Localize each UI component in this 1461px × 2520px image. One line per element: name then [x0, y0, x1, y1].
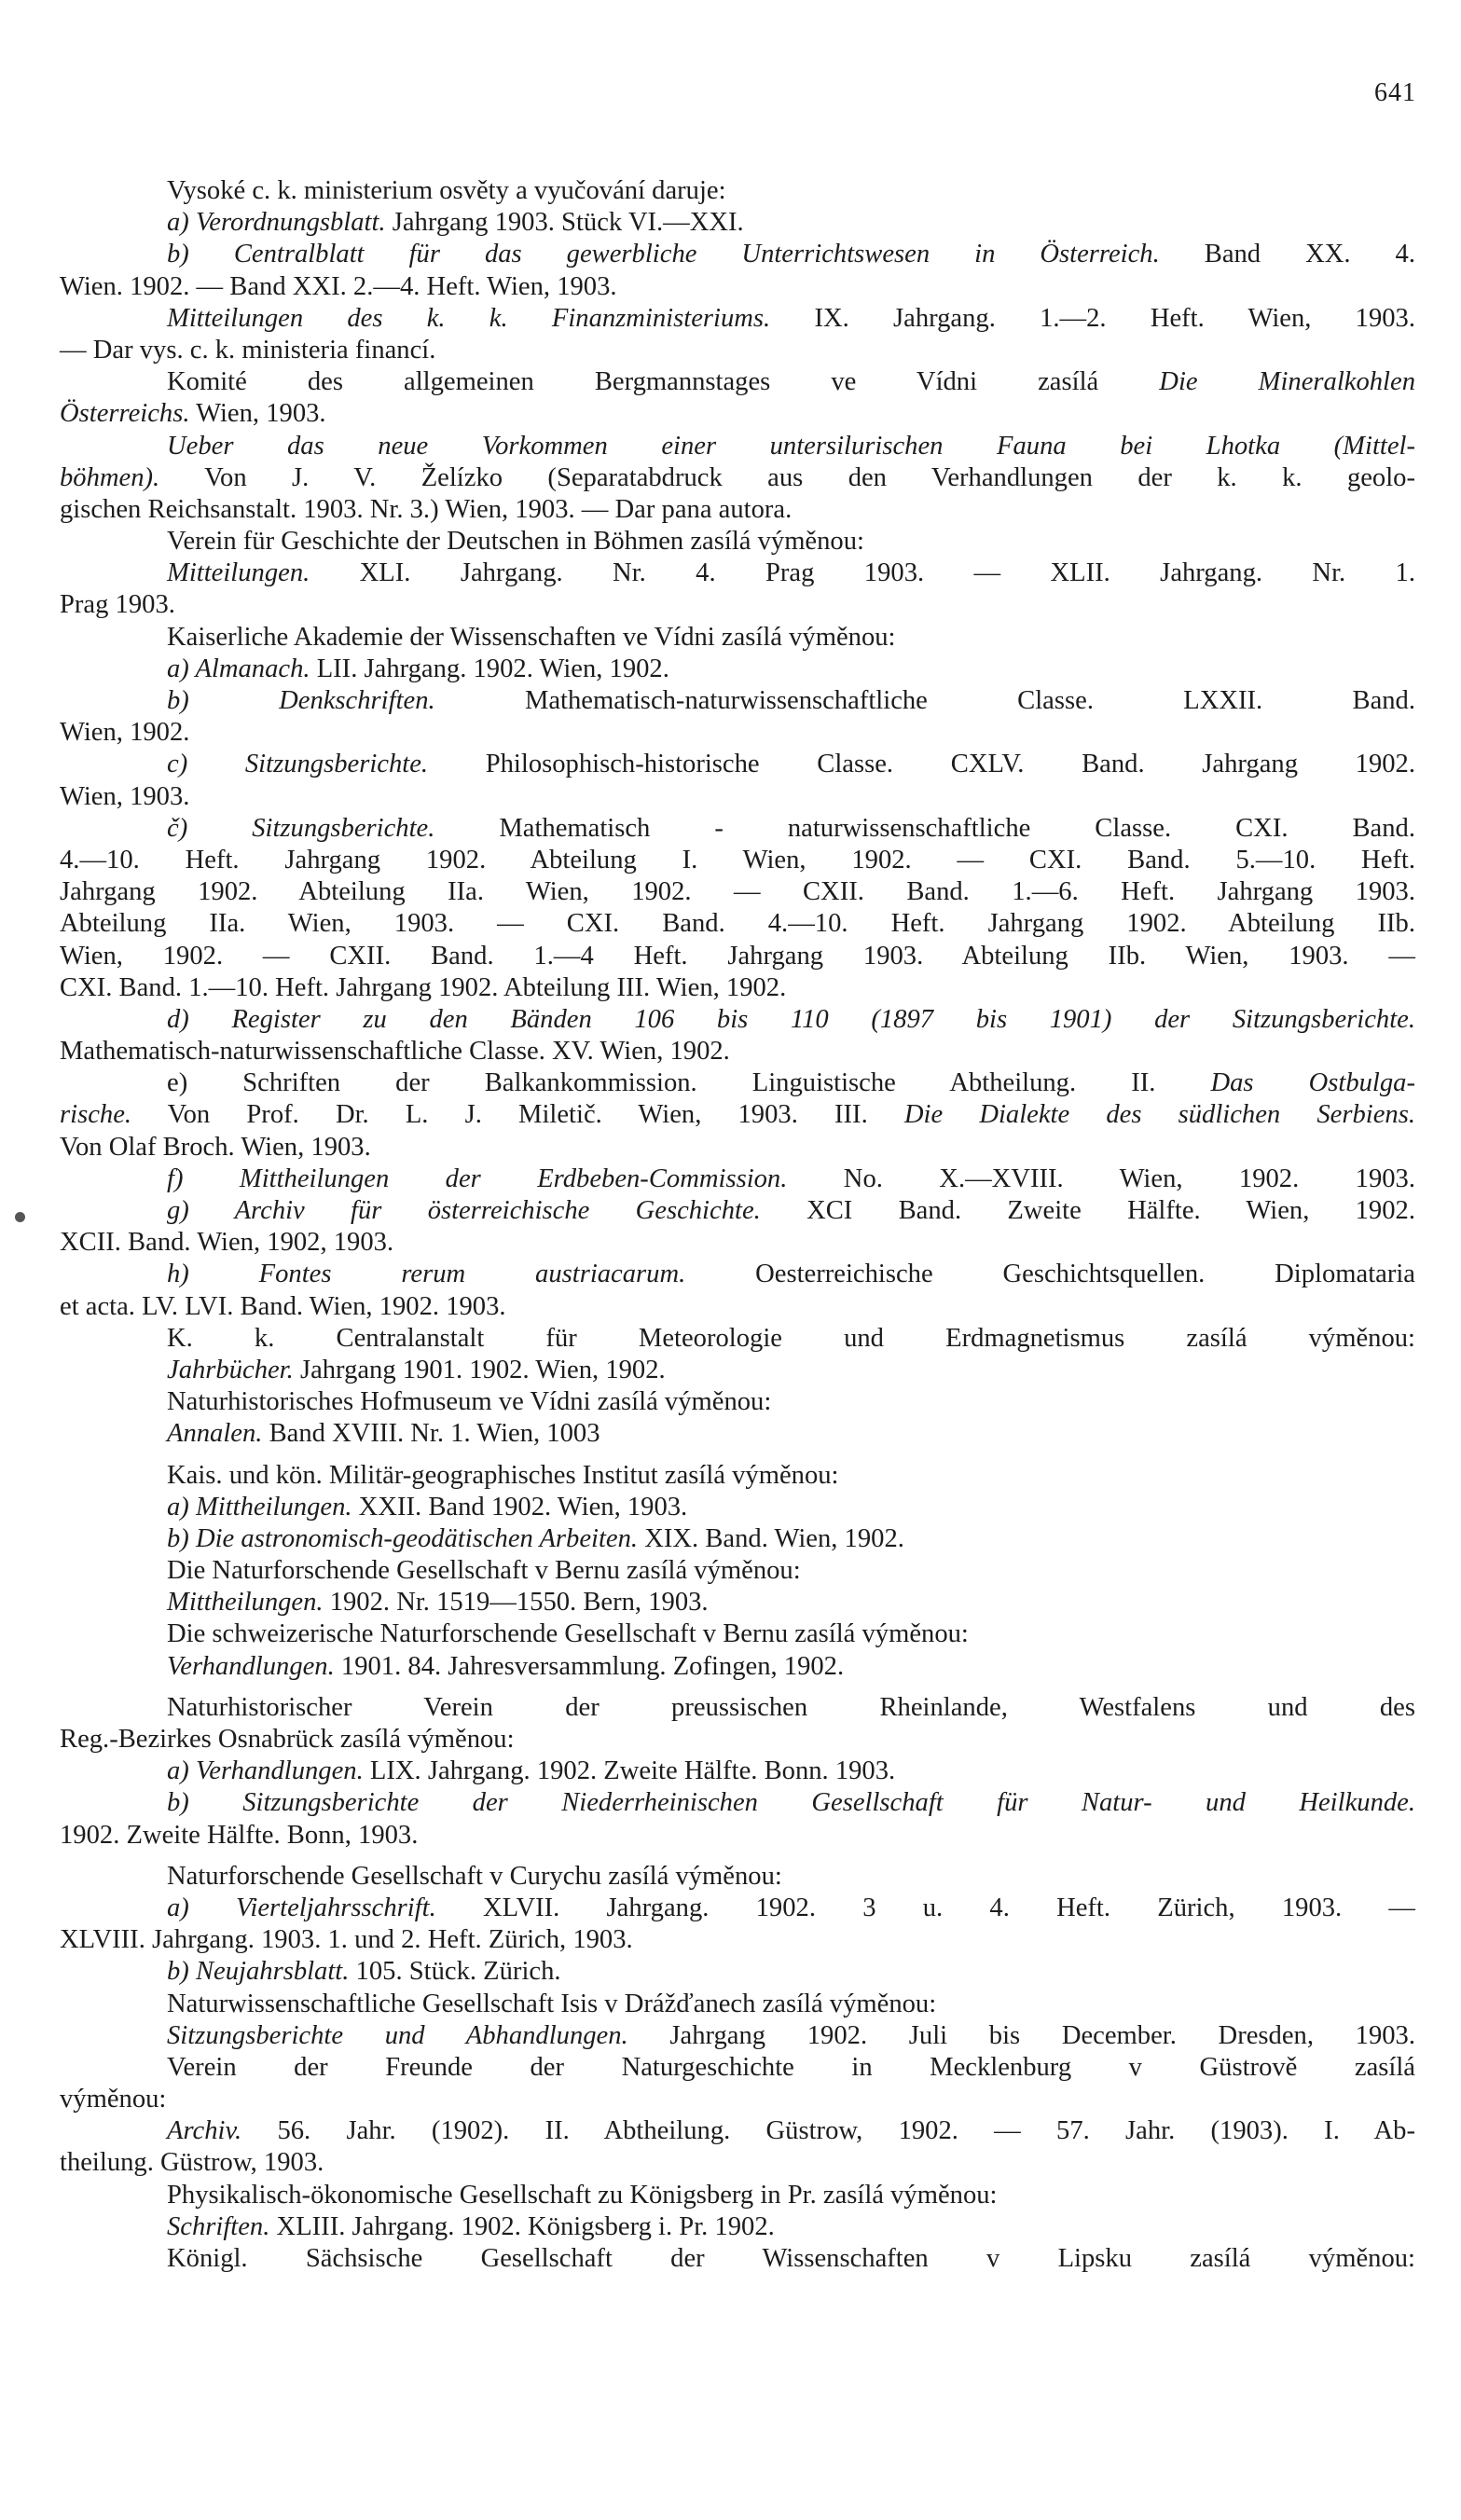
- text-line: [60, 1291, 1415, 1323]
- text-segment: 56. Jahr. (1902). II. Abtheilung. Güstrow, 1902. — 57. Jahr. (1903). I. Ab-: [241, 2116, 1415, 2146]
- text-line: [60, 845, 1415, 876]
- text-segment: Jahrgang 1902. Juli bis December. Dresden, 1903.: [627, 2020, 1415, 2050]
- text-line: [60, 876, 1415, 908]
- page-number: 641: [1374, 78, 1416, 107]
- italic-title-text: böhmen).: [60, 462, 160, 492]
- text-line: [60, 2084, 1415, 2115]
- text-segment: Von J. V. Želízko (Separatabdruck aus den Verhandlungen der k. k. geolo-: [159, 462, 1415, 492]
- text-segment: Naturforschende Gesellschaft v Curychu zasílá výměnou:: [167, 1861, 782, 1891]
- italic-title-text: Verhandlungen.: [167, 1651, 335, 1681]
- text-line: [60, 1555, 1415, 1587]
- italic-title-text: f) Mittheilungen der Erdbeben-Commission.: [167, 1164, 788, 1193]
- text-line: [60, 366, 1415, 398]
- text-line: [60, 1724, 1415, 1756]
- italic-title-text: Das Ostbulga-: [1210, 1068, 1415, 1098]
- text-segment: 4.—10. Heft. Jahrgang 1902. Abteilung I. Wien, 1902. — CXI. Band. 5.—10. Heft.: [60, 845, 1415, 874]
- text-line: [60, 1036, 1415, 1067]
- text-segment: XCII. Band. Wien, 1902, 1903.: [60, 1228, 394, 1258]
- text-line: [60, 589, 1415, 621]
- italic-title-text: a) Verordnungsblatt.: [167, 208, 386, 238]
- text-line: [60, 303, 1415, 335]
- text-line: [60, 207, 1415, 239]
- italic-title-text: Ueber das neue Vorkommen einer untersilurischen Fauna bei Lhotka (Mittel-: [167, 431, 1415, 461]
- text-segment: Die schweizerische Naturforschende Gesellschaft v Bernu zasílá výměnou:: [167, 1619, 969, 1649]
- text-line: [60, 2243, 1415, 2275]
- text-line: [60, 271, 1415, 303]
- text-line: [60, 175, 1415, 207]
- text-line: [60, 1418, 1415, 1450]
- text-line: [60, 2147, 1415, 2179]
- text-segment: výměnou:: [60, 2085, 167, 2114]
- italic-title-text: g) Archiv für österreichische Geschichte.: [167, 1196, 761, 1225]
- text-segment: Königl. Sächsische Gesellschaft der Wissenschaften v Lipsku zasílá výměnou:: [167, 2244, 1415, 2273]
- text-segment: Philosophisch-historische Classe. CXLV. Band. Jahrgang 1902.: [428, 750, 1416, 779]
- text-line: [60, 749, 1415, 780]
- margin-dot-mark: [15, 1212, 25, 1222]
- italic-title-text: Die Dialekte des südlichen Serbiens.: [903, 1100, 1415, 1130]
- text-segment: Von Olaf Broch. Wien, 1903.: [60, 1132, 371, 1162]
- text-segment: XLI. Jahrgang. Nr. 4. Prag 1903. — XLII. Jahrgang. Nr. 1.: [310, 558, 1415, 588]
- text-segment: Jahrgang 1903. Stück VI.—XXI.: [385, 208, 744, 238]
- text-segment: Wien, 1903.: [189, 399, 326, 429]
- text-line: [60, 1893, 1415, 1924]
- italic-title-text: h) Fontes rerum austriacarum.: [167, 1260, 686, 1289]
- text-line: [60, 908, 1415, 940]
- text-segment: Kais. und kön. Militär-geographisches Institut zasílá výměnou:: [167, 1460, 839, 1490]
- italic-title-text: b) Denkschriften.: [167, 686, 435, 715]
- italic-title-text: Annalen.: [167, 1419, 263, 1449]
- text-segment: Die Naturforschende Gesellschaft v Bernu zasílá výměnou:: [167, 1556, 801, 1586]
- italic-title-text: Mitteilungen des k. k. Finanzministeriums.: [167, 303, 771, 333]
- text-line: [60, 2211, 1415, 2243]
- text-line: [60, 1692, 1415, 1724]
- text-line: [60, 431, 1415, 462]
- italic-title-text: a) Mittheilungen.: [167, 1492, 352, 1522]
- italic-title-text: rische.: [60, 1100, 132, 1130]
- text-segment: Prag 1903.: [60, 590, 175, 620]
- text-segment: Verein der Freunde der Naturgeschichte in Mecklenburg v Güstrově zasílá: [167, 2052, 1415, 2082]
- text-segment: XLVII. Jahrgang. 1902. 3 u. 4. Heft. Zürich, 1903. —: [435, 1893, 1416, 1922]
- text-segment: 1901. 84. Jahresversammlung. Zofingen, 1902.: [334, 1651, 845, 1681]
- text-segment: Mathematisch - naturwissenschaftliche Classe. CXI. Band.: [434, 813, 1415, 843]
- text-line: [60, 1523, 1415, 1555]
- text-segment: Mathematisch-naturwissenschaftliche Classe. LXXII. Band.: [434, 686, 1416, 715]
- text-segment: Wien, 1903.: [60, 781, 190, 811]
- text-line: [60, 2180, 1415, 2211]
- text-line: [60, 1227, 1415, 1259]
- text-segment: Von Prof. Dr. L. J. Miletič. Wien, 1903. III.: [131, 1100, 904, 1130]
- text-segment: Jahrgang 1901. 1902. Wien, 1902.: [293, 1355, 666, 1384]
- text-segment: K. k. Centralanstalt für Meteorologie und Erdmagnetismus zasílá výměnou:: [167, 1323, 1415, 1353]
- text-segment: Naturhistorischer Verein der preussischen Rheinlande, Westfalens und des: [167, 1692, 1415, 1722]
- italic-title-text: Mitteilungen.: [167, 558, 310, 588]
- text-line: [60, 2052, 1415, 2084]
- text-line: [60, 1989, 1415, 2020]
- text-line: [60, 1756, 1415, 1787]
- text-line: [60, 1651, 1415, 1683]
- text-segment: Komité des allgemeinen Bergmannstages ve Vídni zasílá: [167, 367, 1160, 397]
- text-line: [60, 335, 1415, 366]
- text-line: [60, 398, 1415, 430]
- text-segment: Jahrgang 1902. Abteilung IIa. Wien, 1902. — CXII. Band. 1.—6. Heft. Jahrgang 1903.: [60, 877, 1415, 907]
- italic-title-text: Schriften.: [167, 2211, 270, 2241]
- text-segment: No. X.—XVIII. Wien, 1902. 1903.: [787, 1164, 1415, 1193]
- text-line: [60, 622, 1415, 654]
- text-line: [60, 654, 1415, 685]
- italic-title-text: Österreichs.: [60, 399, 190, 429]
- italic-title-text: Mittheilungen.: [167, 1588, 324, 1618]
- text-segment: CXI. Band. 1.—10. Heft. Jahrgang 1902. Abteilung III. Wien, 1902.: [60, 972, 787, 1002]
- text-line: [60, 239, 1415, 270]
- text-line: [60, 1492, 1415, 1523]
- text-segment: Naturwissenschaftliche Gesellschaft Isis v Drážďanech zasílá výměnou:: [167, 1989, 937, 2018]
- text-segment: Oesterreichische Geschichtsquellen. Diplomataria: [685, 1260, 1415, 1289]
- text-line: [60, 1132, 1415, 1164]
- text-line: [60, 972, 1415, 1004]
- italic-title-text: Archiv.: [167, 2116, 242, 2146]
- text-line: [60, 717, 1415, 749]
- text-segment: Band XX. 4.: [1159, 240, 1415, 269]
- italic-title-text: a) Almanach.: [167, 654, 310, 683]
- text-line: [60, 813, 1415, 845]
- text-segment: Abteilung IIa. Wien, 1903. — CXI. Band. 4.—10. Heft. Jahrgang 1902. Abteilung IIb.: [60, 909, 1415, 939]
- text-segment: e) Schriften der Balkankommission. Linguistische Abtheilung. II.: [167, 1068, 1211, 1098]
- text-segment: Kaiserliche Akademie der Wissenschaften ve Vídni zasílá výměnou:: [167, 622, 896, 652]
- text-segment: LII. Jahrgang. 1902. Wien, 1902.: [310, 654, 669, 683]
- text-line: [60, 2115, 1415, 2147]
- italic-title-text: b) Sitzungsberichte der Niederrheinischen Gesellschaft für Natur- und Heilkunde.: [167, 1788, 1415, 1818]
- text-line: [60, 1195, 1415, 1227]
- text-segment: Wien. 1902. — Band XXI. 2.—4. Heft. Wien, 1903.: [60, 271, 617, 301]
- text-line: [60, 462, 1415, 494]
- italic-title-text: Sitzungsberichte und Abhandlungen.: [167, 2020, 628, 2050]
- text-line: [60, 1956, 1415, 1988]
- text-line: [60, 1460, 1415, 1492]
- italic-title-text: b) Centralblatt für das gewerbliche Unterrichtswesen in Österreich.: [167, 240, 1160, 269]
- text-line: [60, 558, 1415, 589]
- text-segment: Naturhistorisches Hofmuseum ve Vídni zasílá výměnou:: [167, 1387, 772, 1417]
- text-line: [60, 1004, 1415, 1036]
- text-segment: Wien, 1902.: [60, 718, 190, 748]
- italic-title-text: a) Verhandlungen.: [167, 1756, 364, 1786]
- italic-title-text: b) Neujahrsblatt.: [167, 1957, 350, 1987]
- italic-title-text: Jahrbücher.: [167, 1355, 294, 1384]
- text-segment: 1902. Nr. 1519—1550. Bern, 1903.: [323, 1588, 709, 1618]
- italic-title-text: c) Sitzungsberichte.: [167, 750, 429, 779]
- text-segment: Vysoké c. k. ministerium osvěty a vyučování daruje:: [167, 176, 726, 205]
- text-line: [60, 941, 1415, 972]
- document-body: [60, 175, 1415, 2275]
- text-segment: IX. Jahrgang. 1.—2. Heft. Wien, 1903.: [770, 303, 1416, 333]
- italic-title-text: d) Register zu den Bänden 106 bis 110 (1897 bis 1901) der Sitzungsberichte.: [167, 1004, 1415, 1034]
- text-segment: gischen Reichsanstalt. 1903. Nr. 3.) Wien, 1903. — Dar pana autora.: [60, 494, 793, 524]
- text-line: [60, 685, 1415, 717]
- text-segment: XXII. Band 1902. Wien, 1903.: [351, 1492, 688, 1522]
- text-segment: Physikalisch-ökonomische Gesellschaft zu Königsberg in Pr. zasílá výměnou:: [167, 2180, 998, 2210]
- italic-title-text: Die Mineralkohlen: [1159, 367, 1415, 397]
- text-line: [60, 1386, 1415, 1418]
- text-segment: et acta. LV. LVI. Band. Wien, 1902. 1903.: [60, 1291, 506, 1321]
- text-line: [60, 1618, 1415, 1650]
- text-line: [60, 1861, 1415, 1893]
- text-line: [60, 1164, 1415, 1195]
- text-segment: 105. Stück. Zürich.: [349, 1957, 561, 1987]
- text-segment: Reg.-Bezirkes Osnabrück zasílá výměnou:: [60, 1725, 515, 1754]
- text-line: [60, 2020, 1415, 2052]
- text-segment: XLIII. Jahrgang. 1902. Königsberg i. Pr. 1902.: [269, 2211, 775, 2241]
- text-line: [60, 526, 1415, 558]
- italic-title-text: b) Die astronomisch-geodätischen Arbeiten.: [167, 1523, 639, 1553]
- italic-title-text: č) Sitzungsberichte.: [167, 813, 435, 843]
- text-line: [60, 494, 1415, 526]
- italic-title-text: a) Vierteljahrsschrift.: [167, 1893, 436, 1922]
- text-segment: LIX. Jahrgang. 1902. Zweite Hälfte. Bonn. 1903.: [363, 1756, 896, 1786]
- text-line: [60, 1067, 1415, 1099]
- text-line: [60, 1820, 1415, 1852]
- text-line: [60, 1259, 1415, 1290]
- text-segment: 1902. Zweite Hälfte. Bonn, 1903.: [60, 1820, 419, 1850]
- text-segment: XIX. Band. Wien, 1902.: [638, 1523, 904, 1553]
- text-line: [60, 1323, 1415, 1355]
- text-segment: XLVIII. Jahrgang. 1903. 1. und 2. Heft. Zürich, 1903.: [60, 1925, 633, 1955]
- text-segment: theilung. Güstrow, 1903.: [60, 2148, 324, 2178]
- text-line: [60, 1924, 1415, 1956]
- text-line: [60, 781, 1415, 813]
- text-segment: Verein für Geschichte der Deutschen in Böhmen zasílá výměnou:: [167, 527, 864, 557]
- text-segment: — Dar vys. c. k. ministeria financí.: [60, 335, 436, 365]
- text-line: [60, 1587, 1415, 1618]
- text-line: [60, 1787, 1415, 1819]
- text-segment: XCI Band. Zweite Hälfte. Wien, 1902.: [760, 1196, 1415, 1225]
- text-line: [60, 1355, 1415, 1386]
- text-segment: Mathematisch-naturwissenschaftliche Classe. XV. Wien, 1902.: [60, 1037, 730, 1067]
- text-line: [60, 1099, 1415, 1131]
- text-segment: Band XVIII. Nr. 1. Wien, 1003: [262, 1419, 600, 1449]
- text-segment: Wien, 1902. — CXII. Band. 1.—4 Heft. Jahrgang 1903. Abteilung IIb. Wien, 1903. —: [60, 941, 1415, 971]
